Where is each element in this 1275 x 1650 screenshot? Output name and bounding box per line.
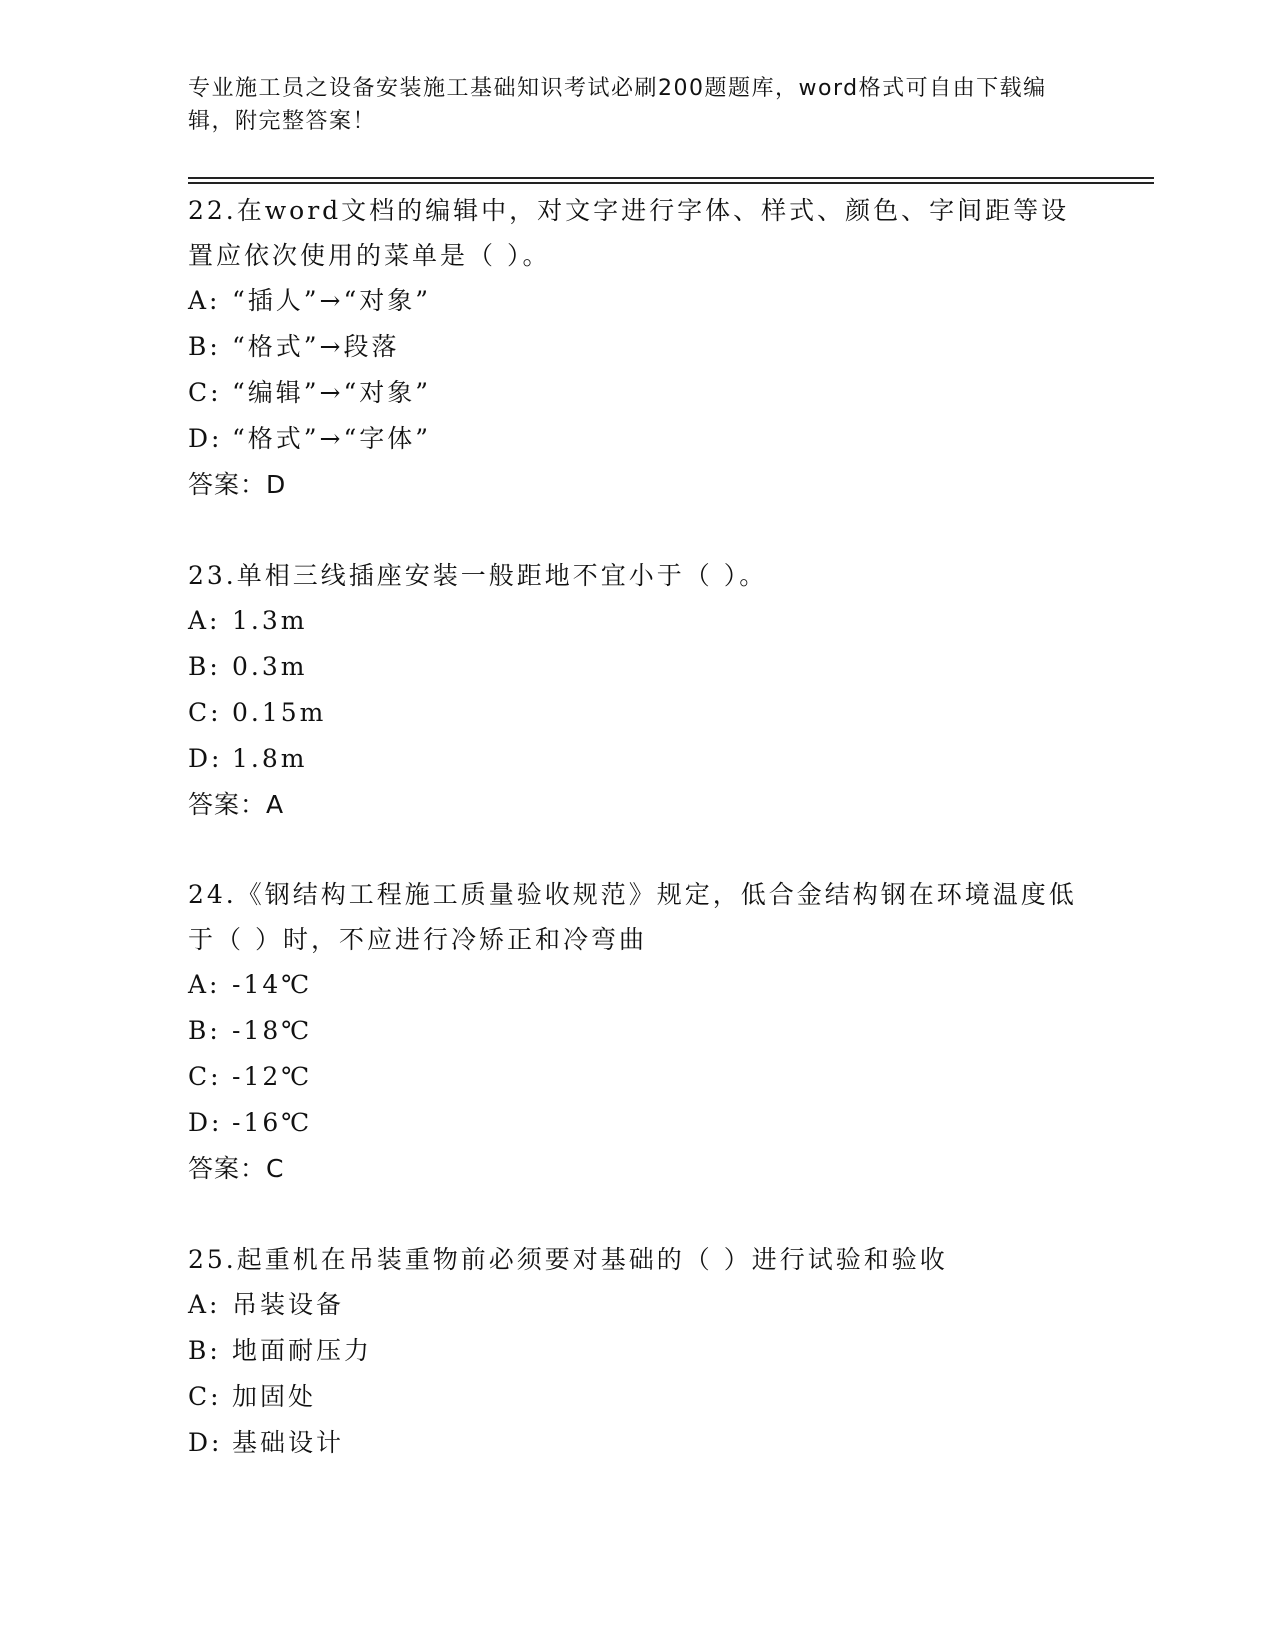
option-text: 0.15m (232, 698, 327, 727)
option-b (188, 1008, 1088, 1054)
answer-line: 答案：D (188, 470, 287, 499)
option-text: 加固处 (232, 1382, 317, 1411)
option-letter: B: (188, 652, 221, 681)
option-text: 基础设计 (232, 1428, 345, 1457)
question-stem: 22.在word文档的编辑中，对文字进行字体、样式、颜色、字间距等设置应依次使用的菜单是（ ）。 (188, 196, 1070, 270)
answer-line: 答案：C (188, 1154, 285, 1183)
option-letter: A: (188, 606, 221, 635)
question-stem: 24.《钢结构工程施工质量验收规范》规定，低合金结构钢在环境温度低于（ ）时，不应进行冷矫正和冷弯曲 (188, 880, 1077, 954)
option-letter: A: (188, 286, 221, 315)
option-letter: D: (188, 744, 223, 773)
answer-line: 答案：A (188, 790, 285, 819)
option-text: 1.8m (232, 744, 308, 773)
option-text: -18℃ (232, 1016, 313, 1045)
option-letter: D: (188, 1428, 223, 1457)
option-c (188, 1374, 1088, 1420)
option-letter: B: (188, 332, 221, 361)
title-divider-top (188, 177, 1154, 179)
option-d (188, 736, 1088, 782)
option-letter: C: (188, 1062, 222, 1091)
option-d (188, 1100, 1088, 1146)
option-text: “编辑”→“对象” (232, 378, 432, 407)
option-letter: C: (188, 698, 222, 727)
option-a (188, 1282, 1088, 1328)
option-letter: A: (188, 1290, 221, 1319)
title-divider-bottom (188, 182, 1154, 184)
option-text: 吊装设备 (232, 1290, 345, 1319)
option-b (188, 324, 1088, 370)
option-letter: D: (188, 424, 223, 453)
document-title: 专业施工员之设备安装施工基础知识考试必刷200题题库，word格式可自由下载编辑，附完整答案！ (188, 76, 1047, 134)
option-letter: C: (188, 378, 222, 407)
option-letter: B: (188, 1336, 221, 1365)
question-22 (188, 188, 1088, 508)
option-d (188, 416, 1088, 462)
option-text: “格式”→段落 (232, 332, 400, 361)
option-letter: A: (188, 970, 221, 999)
question-stem: 23.单相三线插座安装一般距地不宜小于（ ）。 (188, 561, 768, 590)
option-text: “插人”→“对象” (232, 286, 432, 315)
option-c (188, 1054, 1088, 1100)
question-23 (188, 553, 1088, 828)
option-text: “格式”→“字体” (232, 424, 432, 453)
option-c (188, 690, 1088, 736)
option-letter: C: (188, 1382, 222, 1411)
question-25 (188, 1237, 1088, 1466)
option-text: 0.3m (232, 652, 308, 681)
option-a (188, 278, 1088, 324)
option-letter: B: (188, 1016, 221, 1045)
option-c (188, 370, 1088, 416)
option-text: -16℃ (232, 1108, 313, 1137)
option-text: 1.3m (232, 606, 308, 635)
option-d (188, 1420, 1088, 1466)
option-text: -14℃ (232, 970, 313, 999)
question-stem: 25.起重机在吊装重物前必须要对基础的（ ）进行试验和验收 (188, 1245, 948, 1274)
option-text: 地面耐压力 (232, 1336, 373, 1365)
option-a (188, 598, 1088, 644)
option-a (188, 962, 1088, 1008)
question-24 (188, 872, 1088, 1192)
option-text: -12℃ (232, 1062, 313, 1091)
option-b (188, 1328, 1088, 1374)
option-letter: D: (188, 1108, 223, 1137)
option-b (188, 644, 1088, 690)
